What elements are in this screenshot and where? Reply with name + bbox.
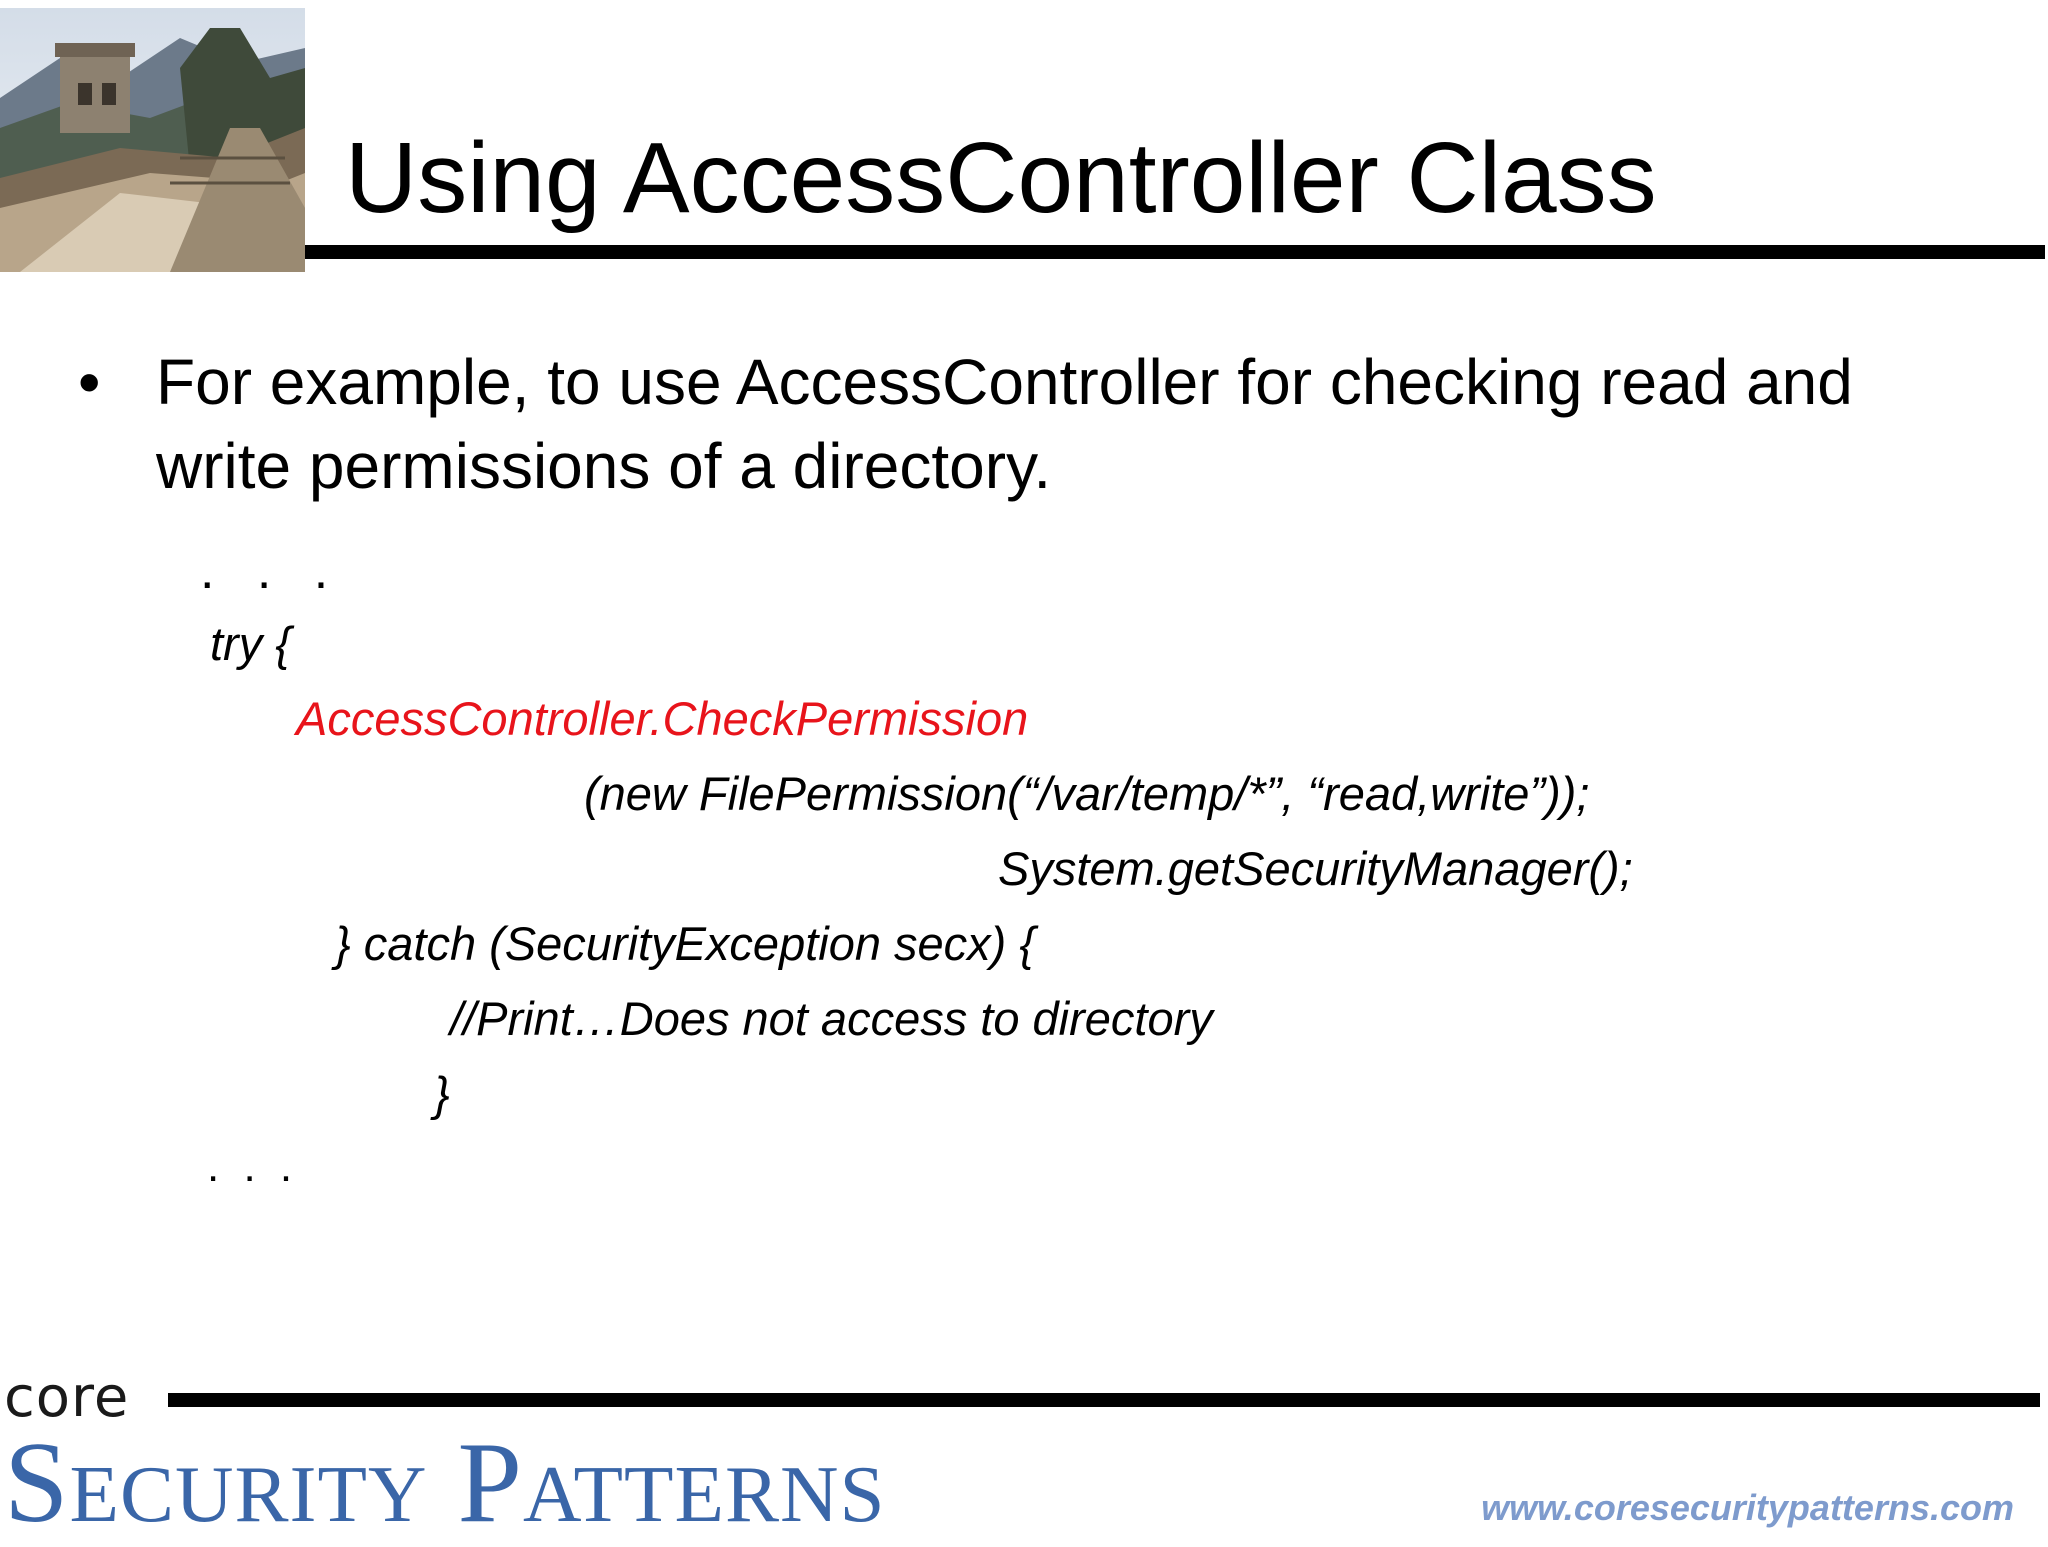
bullet-text: For example, to use AccessController for checking read and write permissions of a directory. [156, 346, 1853, 502]
code-access-call: AccessController.CheckPermission [296, 692, 1029, 745]
code-ellipsis-bottom: . . . [207, 1142, 299, 1191]
logo-core-text: core [4, 1365, 130, 1430]
slide-title: Using AccessController Class [345, 122, 1657, 234]
code-security-manager: System.getSecurityManager(); [998, 842, 1633, 895]
code-comment: //Print…Does not access to directory [450, 992, 1213, 1045]
logo-security-patterns: Security Patterns [4, 1419, 886, 1547]
footer-url: www.coresecuritypatterns.com [1481, 1487, 2014, 1528]
code-ellipsis-top: . . . [200, 542, 343, 600]
title-underline [305, 245, 2045, 259]
code-new-permission: (new FilePermission(“/var/temp/*”, “read,write”)); [584, 767, 1590, 820]
footer-rule [168, 1393, 2040, 1407]
code-catch-line: } catch (SecurityException secx) { [335, 917, 1036, 970]
great-wall-photo [0, 8, 305, 272]
bullet-marker: • [78, 346, 101, 418]
code-try-line: try { [210, 617, 291, 670]
code-close-brace: } [434, 1067, 450, 1120]
